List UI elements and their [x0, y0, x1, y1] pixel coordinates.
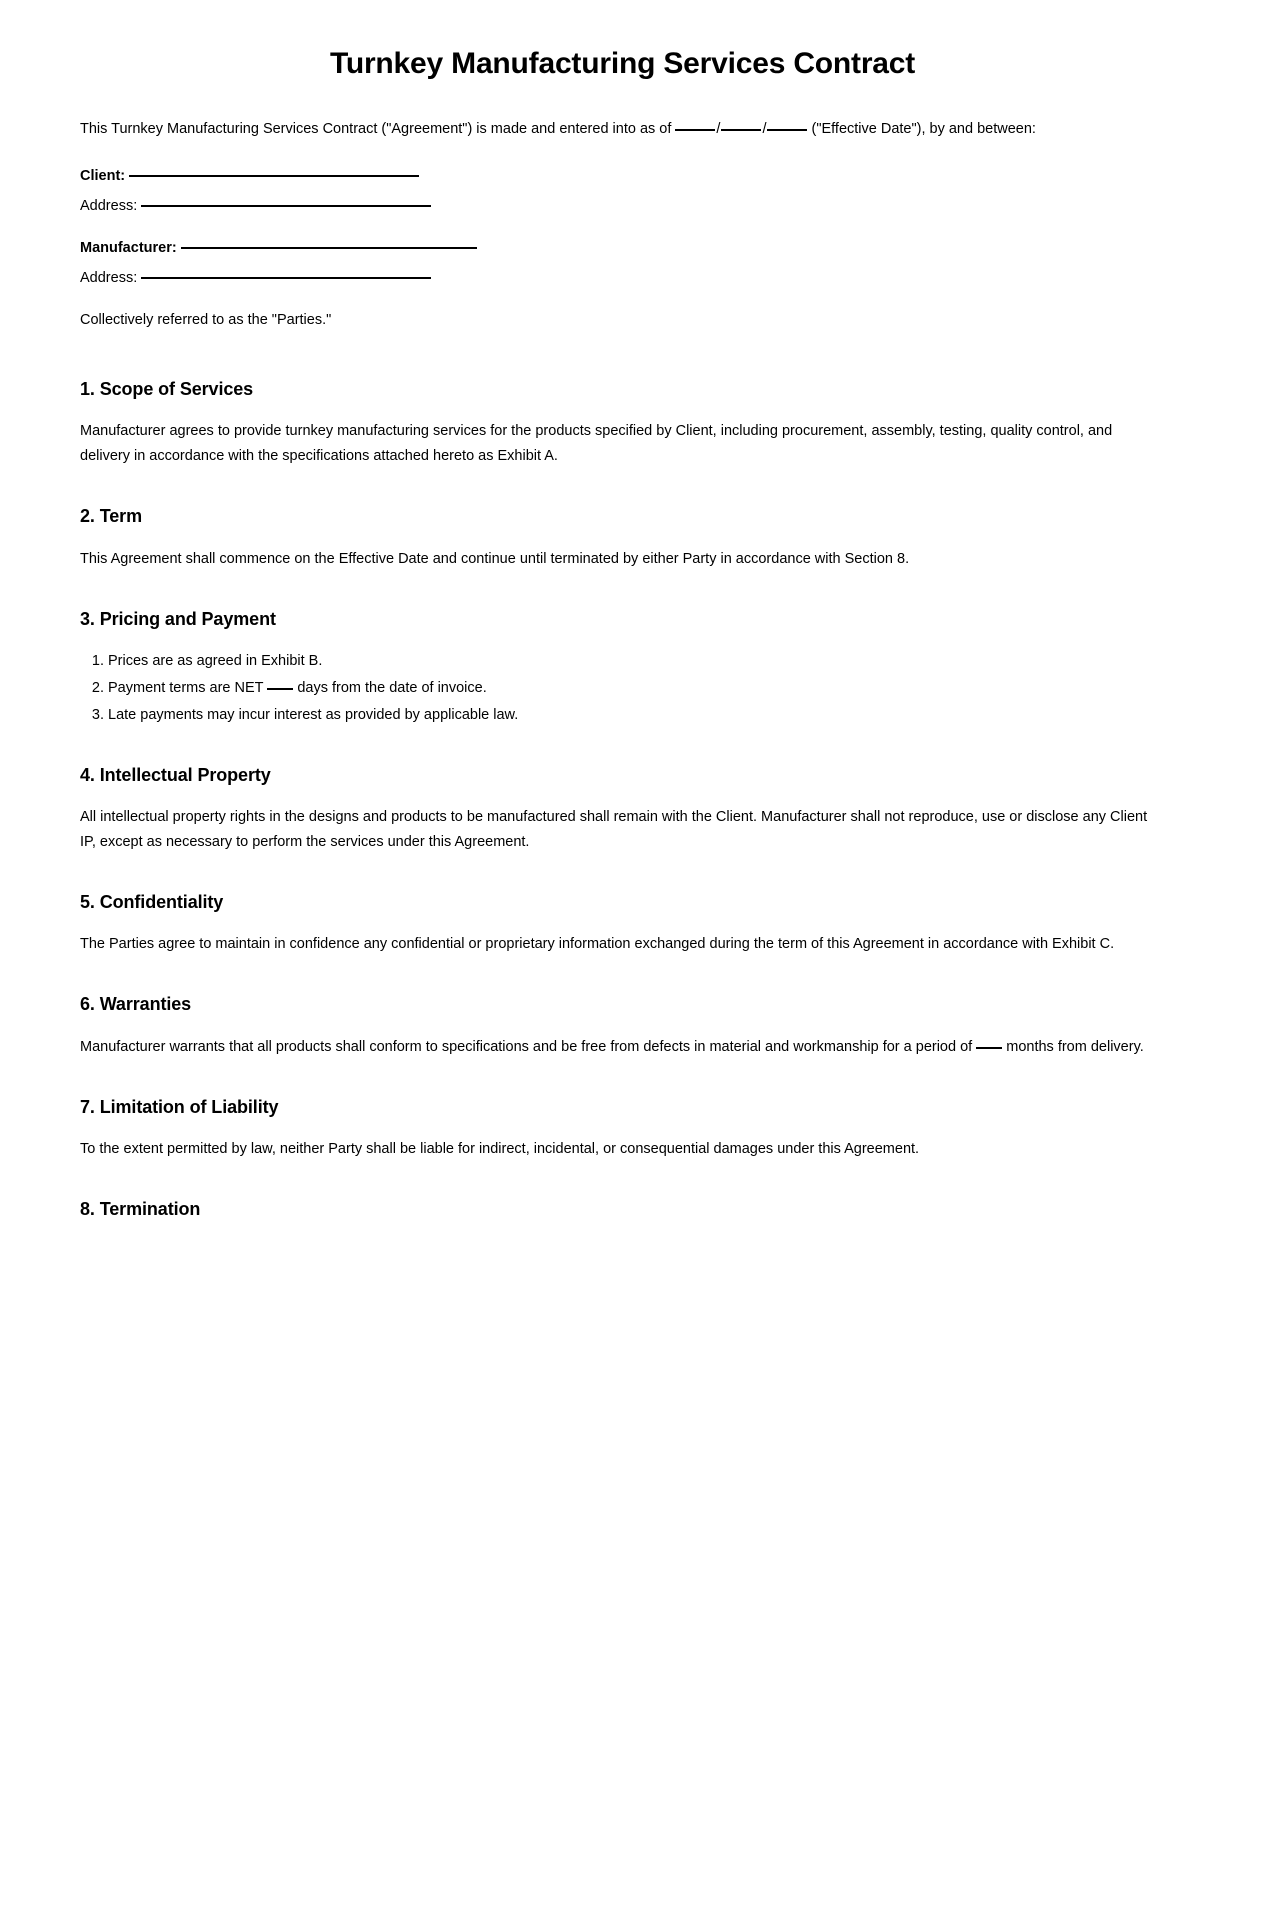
pricing-list — [80, 649, 1165, 728]
date-slash-2: / — [762, 121, 767, 137]
clause-7-body: To the extent permitted by law, neither Party shall be liable for indirect, incidental, or consequential damages under this Agreement. — [80, 1141, 920, 1158]
client-label: Client: — [80, 168, 126, 185]
manufacturer-name-blank[interactable] — [181, 247, 477, 249]
clause-warranties — [80, 993, 1165, 1059]
clause-2-heading: 2. Term — [80, 506, 142, 527]
client-address-blank[interactable] — [141, 205, 431, 207]
warranty-text-after: months from delivery. — [1006, 1038, 1144, 1055]
manufacturer-address-label: Address: — [80, 269, 138, 286]
clause-2-body: This Agreement shall commence on the Effective Date and continue until terminated by either Party in accordance with Section 8. — [80, 550, 910, 567]
warranty-months-blank[interactable] — [976, 1047, 1002, 1049]
clause-termination — [80, 1198, 1165, 1221]
clause-1-heading: 1. Scope of Services — [80, 378, 254, 399]
manufacturer-address-row — [80, 268, 1165, 290]
page-bottom-whitespace — [80, 1239, 1165, 1849]
clause-8-heading: 8. Termination — [80, 1198, 201, 1219]
clause-term — [80, 505, 1165, 571]
clause-pricing-and-payment — [80, 608, 1165, 728]
date-slash-1: / — [716, 121, 721, 137]
client-name-row — [80, 166, 1165, 188]
clause-3-heading: 3. Pricing and Payment — [80, 608, 276, 629]
clause-intellectual-property — [80, 764, 1165, 855]
clause-limitation-of-liability — [80, 1096, 1165, 1162]
client-party-block — [80, 166, 1165, 218]
clause-4-heading: 4. Intellectual Property — [80, 764, 271, 785]
page-title: Turnkey Manufacturing Services Contract — [329, 47, 916, 80]
clause-5-body: The Parties agree to maintain in confidence any confidential or proprietary information exchanged during the term of this Agreement in accordance with Exhibit C. — [80, 936, 1115, 953]
effective-date-year-blank[interactable] — [767, 129, 807, 131]
payment-terms-text-before: Payment terms are NET — [108, 679, 264, 696]
intro-text-after-date: ("Effective Date"), by and between: — [811, 121, 1036, 137]
client-address-row — [80, 196, 1165, 218]
manufacturer-name-row — [80, 238, 1165, 260]
manufacturer-address-blank[interactable] — [141, 277, 431, 279]
pricing-list-item-2 — [108, 676, 1165, 701]
clause-1-body: Manufacturer agrees to provide turnkey manufacturing services for the products specified by Client, including procurement, assembly, testing, quality control, and delivery in accordance with the specifications attached hereto as Exhibit A. — [80, 423, 1113, 465]
clause-6-heading: 6. Warranties — [80, 994, 192, 1015]
clause-5-heading: 5. Confidentiality — [80, 892, 224, 912]
collective-parties-text: Collectively referred to as the "Parties." — [80, 312, 332, 329]
clause-4-body: All intellectual property rights in the designs and products to be manufactured shall remain with the Client. Manufacturer shall not reproduce, use or disclose any Client IP, except as necessary to perform the services under this Agreement. — [80, 809, 1148, 851]
manufacturer-party-block — [80, 238, 1165, 290]
intro-text-before-date: This Turnkey Manufacturing Services Contract ("Agreement") is made and entered into as of — [80, 121, 672, 137]
net-days-blank[interactable] — [267, 688, 293, 690]
manufacturer-label: Manufacturer: — [80, 239, 177, 256]
effective-date-month-blank[interactable] — [675, 129, 715, 131]
clause-scope-of-services — [80, 378, 1165, 469]
client-name-blank[interactable] — [129, 175, 419, 177]
pricing-list-item-3: 3. Late payments may incur interest as provided by applicable law. — [108, 703, 1165, 728]
warranty-text-before: Manufacturer warrants that all products shall conform to specifications and be free from defects in material and workmanship for a period of — [80, 1038, 973, 1055]
clause-confidentiality — [80, 891, 1165, 957]
client-address-label: Address: — [80, 198, 138, 215]
clause-6-body — [80, 1035, 1165, 1060]
effective-date-day-blank[interactable] — [721, 129, 761, 131]
intro-paragraph — [80, 118, 1165, 140]
payment-terms-text-after: days from the date of invoice. — [297, 679, 487, 696]
pricing-list-item-1: 1. Prices are as agreed in Exhibit B. — [108, 649, 1165, 674]
clause-7-heading: 7. Limitation of Liability — [80, 1096, 279, 1117]
